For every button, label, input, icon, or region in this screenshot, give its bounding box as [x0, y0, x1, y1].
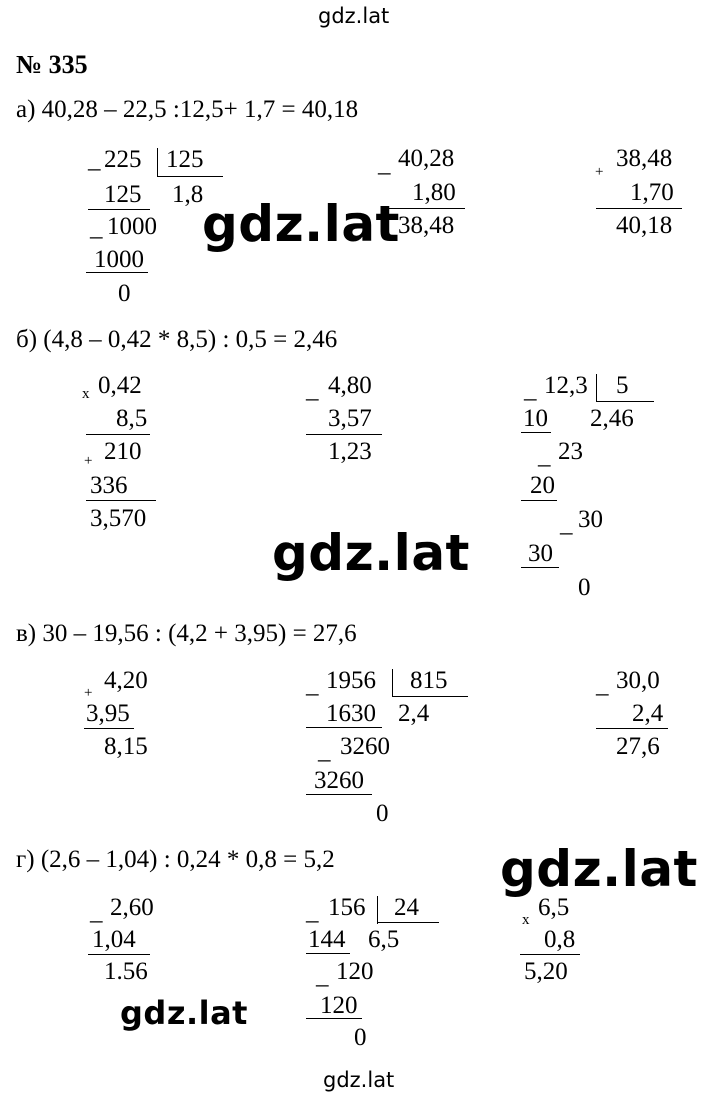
b-div-divisor: 5 [616, 372, 629, 399]
g-sub-bottom: 1,04 [92, 926, 136, 953]
v-div-line1 [306, 727, 382, 728]
b-div-minus3: _ [560, 510, 573, 537]
b-div-divisor-line [596, 401, 654, 402]
a-add-top: 38,48 [616, 145, 673, 172]
expression-g: г) (2,6 – 1,04) : 0,24 * 0,8 = 5,2 [16, 846, 335, 873]
a-add-result: 40,18 [616, 212, 673, 239]
b-sub-line [306, 434, 382, 435]
v-div-sub2: 3260 [314, 767, 364, 794]
b-div-sub3: 30 [528, 540, 553, 567]
watermark-3: gdz.lat [500, 840, 698, 898]
a-div-minus2: _ [90, 214, 103, 241]
g-div-minus2: _ [316, 962, 329, 989]
v-div-result: 0 [376, 800, 389, 827]
g-div-bar [377, 896, 378, 924]
a-div-minus: _ [88, 146, 101, 173]
v-div-divisor-line [392, 696, 468, 697]
b-div-sub1: 10 [523, 405, 548, 432]
v-div-divisor: 815 [410, 667, 448, 694]
v-div-line2 [306, 794, 372, 795]
b-mul-plus: + [84, 453, 93, 469]
g-sub-line [88, 954, 150, 955]
v-add-bottom: 3,95 [86, 700, 130, 727]
expression-b: б) (4,8 – 0,42 * 8,5) : 0,5 = 2,46 [16, 326, 338, 353]
b-div-line2 [521, 500, 557, 501]
a-div-sub1: 125 [104, 181, 142, 208]
g-div-minus: _ [306, 898, 319, 925]
g-mul-top: 6,5 [538, 894, 570, 921]
a-add-bottom: 1,70 [630, 179, 674, 206]
g-mul-sign: x [522, 912, 530, 928]
b-mul-result: 3,570 [90, 505, 147, 532]
g-sub-sign: _ [90, 898, 103, 925]
g-mul-bottom: 0,8 [544, 926, 576, 953]
g-sub-top: 2,60 [110, 894, 154, 921]
v-sub-line [596, 728, 668, 729]
a-div-divisor-line [157, 176, 223, 177]
v-div-minus2: _ [318, 737, 331, 764]
v-add-top: 4,20 [104, 667, 148, 694]
g-div-divisor: 24 [394, 894, 419, 921]
problem-number: № 335 [16, 50, 88, 79]
g-div-rem1: 120 [336, 958, 374, 985]
b-div-quotient: 2,46 [590, 405, 634, 432]
b-mul-line2 [86, 500, 156, 501]
a-sub-top: 40,28 [398, 145, 455, 172]
g-div-sub1: 144 [308, 926, 346, 953]
a-div-rem1: 1000 [107, 213, 157, 240]
g-sub-result: 1.56 [104, 958, 148, 985]
g-div-result: 0 [354, 1024, 367, 1051]
b-mul-p1: 210 [104, 438, 142, 465]
a-div-quotient: 1,8 [172, 181, 204, 208]
a-div-sub2: 1000 [94, 246, 144, 273]
b-sub-bottom: 3,57 [328, 405, 372, 432]
v-div-sub1: 1630 [326, 700, 376, 727]
v-div-dividend: 1956 [326, 667, 376, 694]
a-div-bar [157, 148, 158, 176]
b-div-line3 [521, 567, 559, 568]
b-div-rem2: 30 [578, 506, 603, 533]
b-div-rem1: 23 [558, 438, 583, 465]
a-div-line1 [88, 209, 150, 210]
g-div-quotient: 6,5 [368, 926, 400, 953]
b-mul-bottom: 8,5 [116, 405, 148, 432]
g-mul-result: 5,20 [524, 958, 568, 985]
g-div-line1 [306, 953, 350, 954]
a-sub-sign: _ [378, 150, 391, 177]
v-add-sign: + [84, 685, 93, 701]
a-sub-result: 38,48 [398, 212, 455, 239]
b-div-bar [596, 374, 597, 402]
v-sub-sign: _ [596, 671, 609, 698]
v-sub-top: 30,0 [616, 667, 660, 694]
g-div-line2 [306, 1018, 362, 1019]
a-add-sign: + [595, 164, 604, 180]
site-header: gdz.lat [318, 4, 390, 28]
a-div-result: 0 [118, 280, 131, 307]
g-div-dividend: 156 [328, 894, 366, 921]
g-div-sub2: 120 [320, 992, 358, 1019]
a-div-divisor: 125 [166, 146, 204, 173]
a-div-line2 [86, 272, 148, 273]
b-sub-sign: _ [306, 376, 319, 403]
b-div-line1 [521, 432, 551, 433]
b-sub-result: 1,23 [328, 438, 372, 465]
v-sub-bottom: 2,4 [632, 700, 664, 727]
watermark-1: gdz.lat [202, 195, 400, 253]
expression-a: а) 40,28 – 22,5 :12,5+ 1,7 = 40,18 [16, 96, 359, 123]
b-div-minus2: _ [538, 442, 551, 469]
v-div-bar [392, 669, 393, 697]
watermark-2: gdz.lat [272, 524, 470, 582]
b-div-sub2: 20 [530, 472, 555, 499]
g-mul-line [520, 954, 580, 955]
expression-v: в) 30 – 19,56 : (4,2 + 3,95) = 27,6 [16, 620, 357, 647]
v-add-line [84, 728, 134, 729]
a-sub-bottom: 1,80 [412, 179, 456, 206]
b-mul-top: 0,42 [98, 372, 142, 399]
v-add-result: 8,15 [104, 733, 148, 760]
v-div-quotient: 2,4 [398, 700, 430, 727]
v-div-minus: _ [306, 671, 319, 698]
b-div-minus: _ [524, 376, 537, 403]
b-sub-top: 4,80 [328, 372, 372, 399]
a-add-line [596, 208, 682, 209]
b-mul-sign: x [82, 386, 90, 402]
b-div-dividend: 12,3 [544, 372, 588, 399]
b-div-result: 0 [578, 574, 591, 601]
b-mul-line1 [86, 434, 150, 435]
watermark-4: gdz.lat [120, 994, 248, 1032]
v-div-rem1: 3260 [340, 733, 390, 760]
g-div-divisor-line [377, 922, 439, 923]
site-footer: gdz.lat [323, 1068, 395, 1092]
v-sub-result: 27,6 [616, 733, 660, 760]
b-mul-p2: 336 [90, 472, 128, 499]
a-div-dividend: 225 [104, 146, 142, 173]
